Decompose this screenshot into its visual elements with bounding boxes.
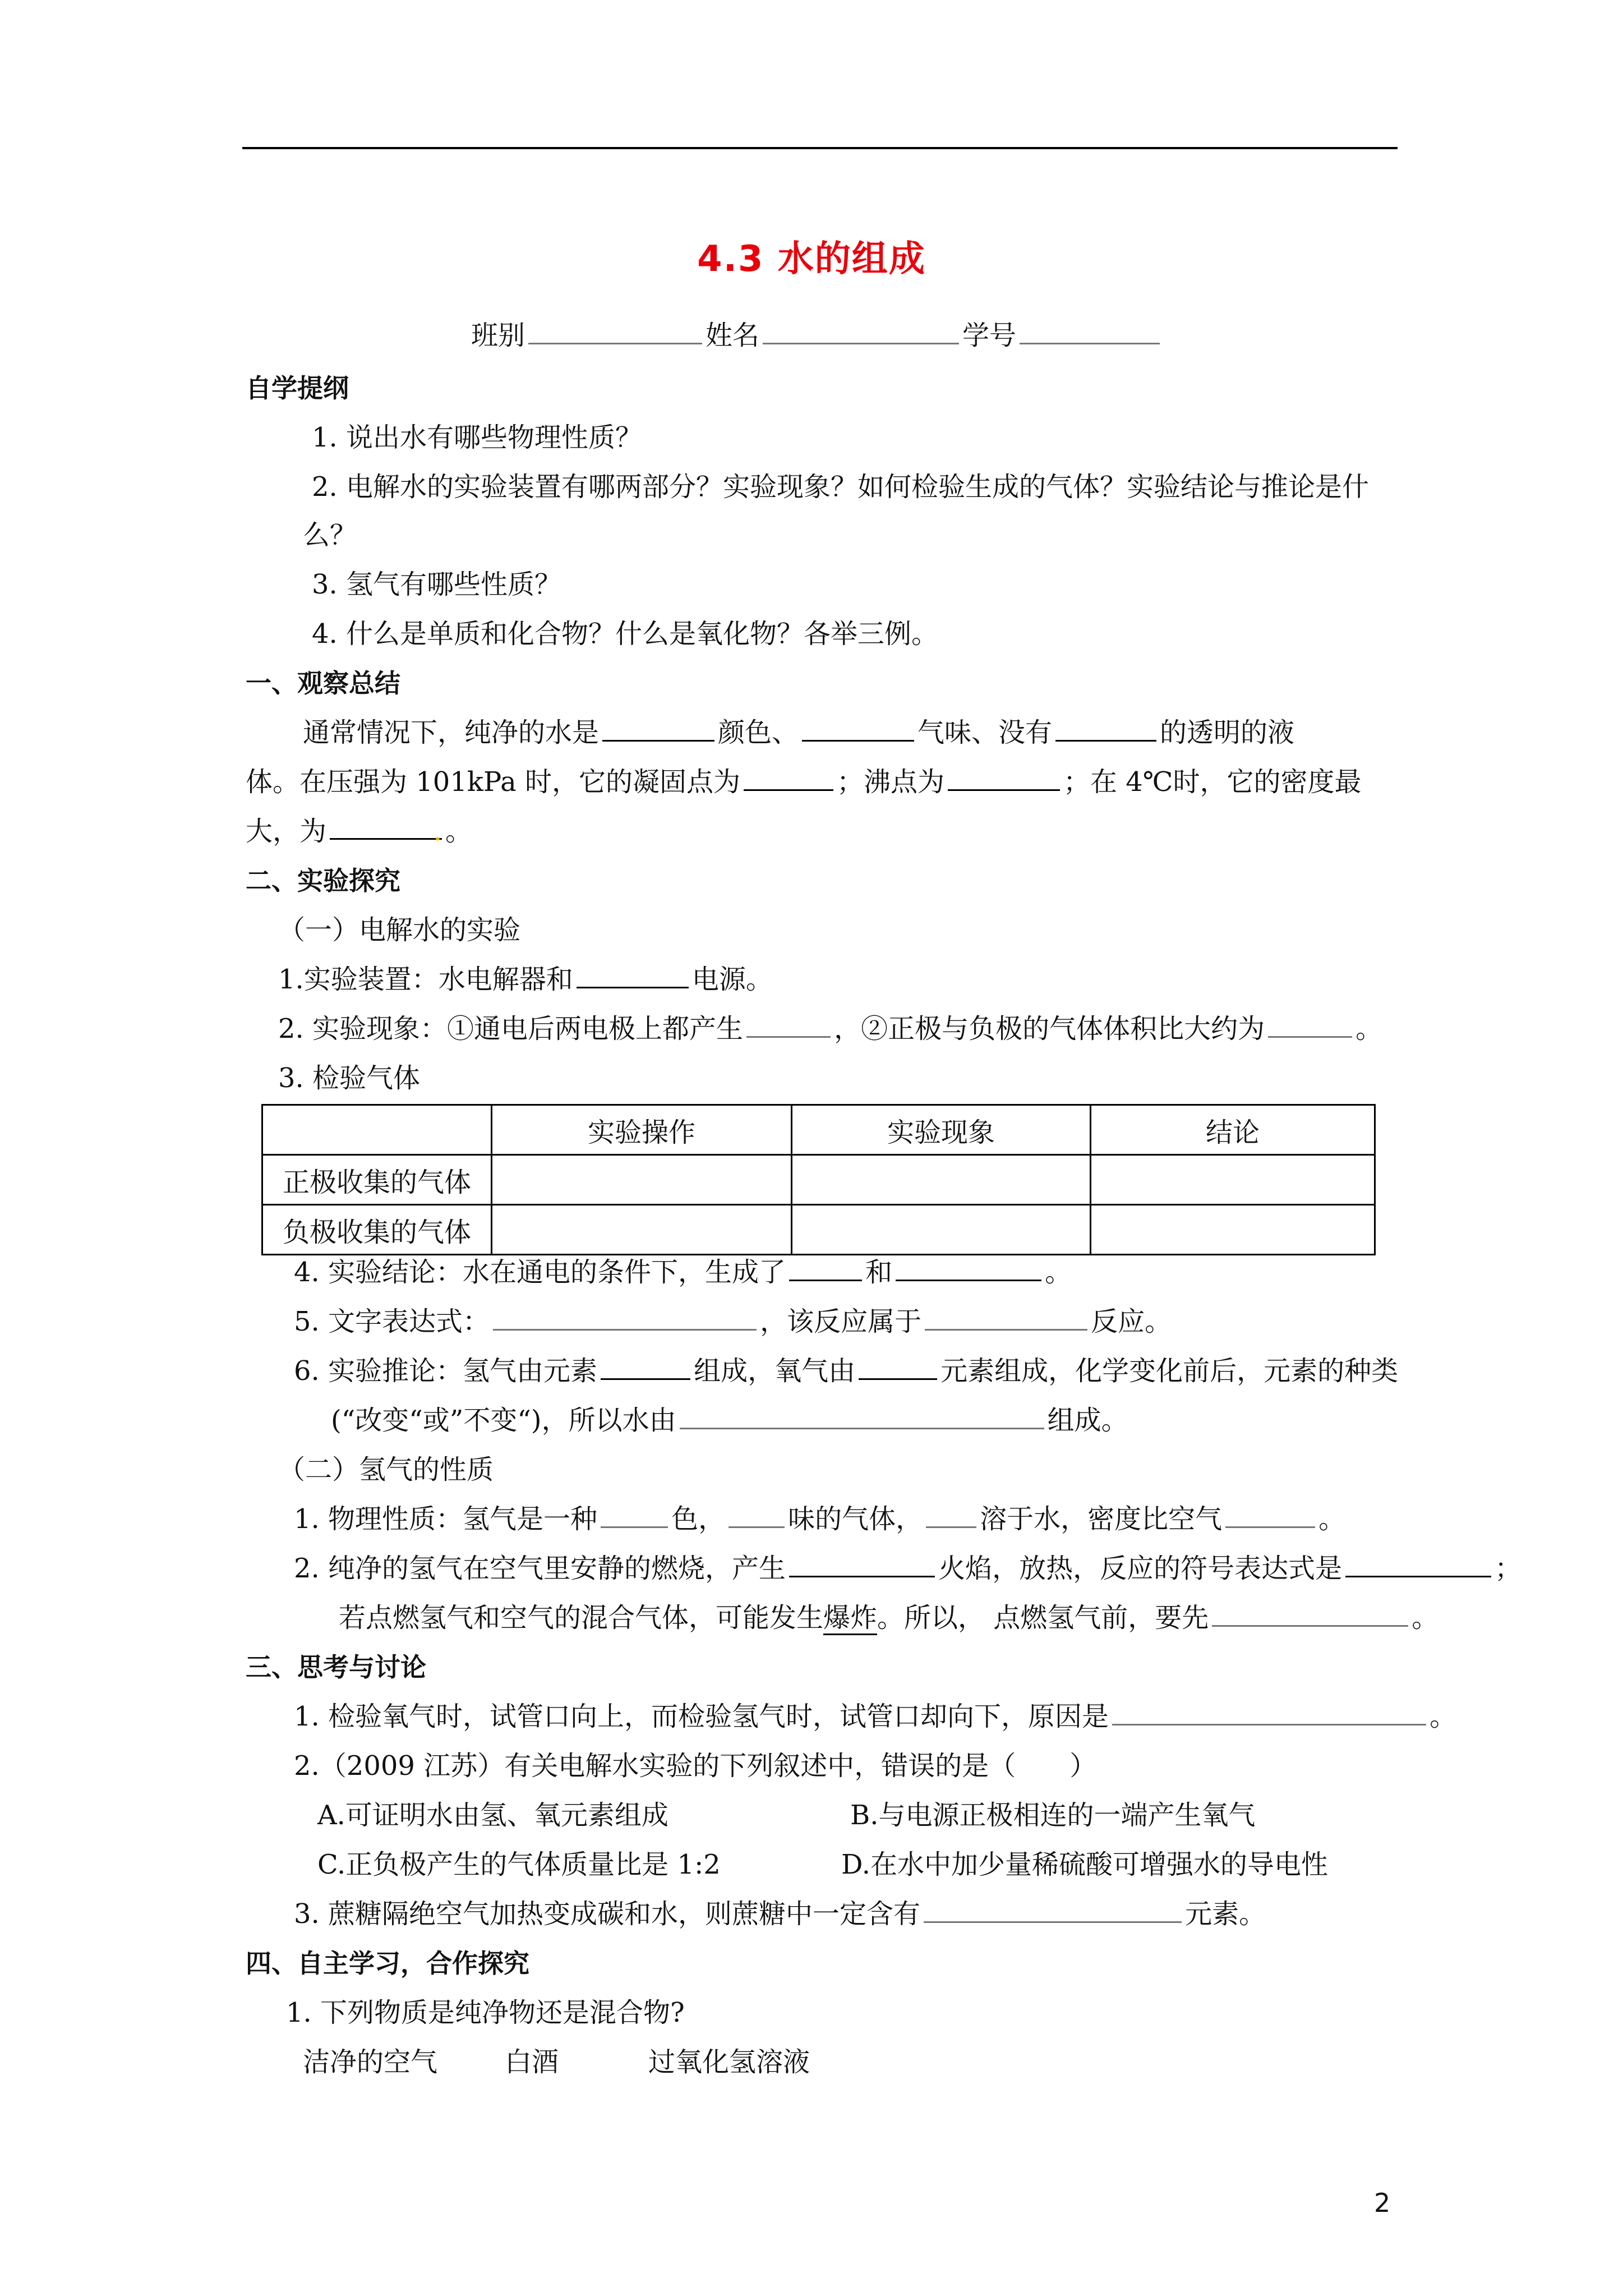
option-d[interactable]: D.在水中加少量稀硫酸可增强水的导电性 [841,1849,1329,1880]
gas-test-table [261,1104,1376,1255]
reaction-type-blank[interactable] [925,1304,1087,1331]
table-cell[interactable] [492,1205,792,1255]
name-blank[interactable] [763,318,959,344]
boiling-point-blank[interactable] [948,765,1060,791]
sec1-line-1: 通常情况下，纯净的水是 颜色、 气味、没有 的透明的液 [303,715,1294,751]
volume-ratio-blank[interactable] [1268,1011,1352,1038]
table-header: 结论 [1091,1105,1375,1155]
h2-solubility-blank[interactable] [926,1502,976,1528]
taste-blank[interactable] [1055,715,1156,742]
product-2-blank[interactable] [896,1255,1041,1281]
sec3-line-1: 1. 检验氧气时，试管口向上，而检验氢气时，试管口却向下，原因是 。 [294,1699,1456,1734]
sec1-line-2: 体。在压强为 101kPa 时，它的凝固点为 ；沸点为 ；在 4℃时，它的密度最 [246,764,1362,800]
word-equation-blank[interactable] [493,1304,757,1331]
self-study-item: 1. 说出水有哪些物理性质？ [312,422,643,453]
sec2-line-4: 4. 实验结论：水在通电的条件下，生成了 和 。 [294,1254,1072,1290]
option-b[interactable]: B.与电源正极相连的一端产生氧气 [850,1800,1256,1831]
bubbles-blank[interactable] [746,1011,831,1038]
sec4-item: 白酒 [505,2046,559,2078]
page-title: 4.3 水的组成 [697,238,926,280]
section-4-heading: 四、自主学习，合作探究 [246,1948,529,1978]
precaution-blank[interactable] [1212,1600,1408,1627]
table-row [262,1155,1375,1205]
sec2-line-5: 5. 文字表达式： ，该反应属于 反应。 [294,1304,1172,1340]
sec4-question-1: 1. 下列物质是纯净物还是混合物? [286,1997,685,2028]
sec2-line-7: (“改变“或”不变“)，所以水由 组成。 [331,1402,1128,1438]
self-study-item: 4. 什么是单质和化合物？什么是氧化物？各举三例。 [312,618,939,650]
product-1-blank[interactable] [789,1255,862,1281]
h2-colour-blank[interactable] [601,1502,668,1528]
sec2-line-1: 1.实验装置：水电解器和 电源。 [278,961,773,997]
sec2-line-2: 2. 实验现象：①通电后两电极上都产生 ，②正极与负极的气体体积比大约为 。 [278,1011,1382,1047]
info-line [471,318,1163,353]
self-study-item: 3. 氢气有哪些性质？ [312,569,562,600]
table-header: 实验操作 [492,1105,792,1155]
self-study-item: 么？ [303,519,357,551]
number-label: 学号 [962,320,1017,351]
sec1-line-3: 大，为 . 。 [246,813,472,849]
self-study-heading: 自学提纲 [246,373,349,403]
elements-blank[interactable] [924,1897,1182,1923]
table-row [262,1205,1375,1255]
table-cell[interactable] [1091,1205,1375,1255]
sec4-item: 洁净的空气 [303,2046,438,2078]
sec2-hydrogen-line-2: 2. 纯净的氢气在空气里安静的燃烧，产生 火焰，放热，反应的符号表达式是 ； [294,1550,1521,1586]
sec4-item: 过氧化氢溶液 [648,2046,810,2078]
table-header: 实验现象 [792,1105,1091,1155]
sec2-hydrogen-line-3: 若点燃氢气和空气的混合气体，可能发生爆炸。所以， 点燃氢气前，要先 。 [339,1600,1438,1636]
symbol-equation-blank[interactable] [1345,1551,1491,1577]
option-a[interactable]: A.可证明水由氢、氧元素组成 [317,1800,668,1831]
freezing-point-blank[interactable] [744,765,833,791]
class-blank[interactable] [528,318,702,344]
sec3-question-2: 2.（2009 江苏）有关电解水实验的下列叙述中，错误的是（ ） [294,1750,1097,1782]
section-2-heading: 二、实验探究 [246,866,400,896]
sec3-line-3: 3. 蔗糖隔绝空气加热变成碳和水，则蔗糖中一定含有 元素。 [294,1896,1266,1932]
section-1-heading: 一、观察总结 [246,668,400,698]
density-blank[interactable]: . [330,813,442,840]
sub-heading-electrolysis: （一）电解水的实验 [278,914,521,946]
h2-density-blank[interactable] [1225,1502,1315,1528]
table-cell[interactable] [792,1205,1091,1255]
self-study-item: 2. 电解水的实验装置有哪两部分？实验现象？如何检验生成的气体？实验结论与推论是什 [312,471,1370,503]
number-blank[interactable] [1020,318,1160,344]
odour-blank[interactable] [802,715,914,742]
oxygen-element-blank[interactable] [859,1354,937,1380]
sec2-line-6: 6. 实验推论：氢气由元素 组成，氧气由 元素组成，化学变化前后，元素的种类 [294,1353,1398,1389]
name-label: 姓名 [706,320,760,351]
reason-blank[interactable] [1112,1699,1426,1726]
hydrogen-element-blank[interactable] [601,1354,690,1380]
row-label: 负极收集的气体 [262,1205,492,1255]
water-composition-blank[interactable] [680,1403,1044,1429]
flame-colour-blank[interactable] [789,1551,935,1577]
header-rule [242,147,1398,149]
sub-heading-hydrogen: （二）氢气的性质 [278,1454,494,1485]
table-header-row [262,1105,1375,1155]
h2-odour-blank[interactable] [728,1502,785,1528]
row-label: 正极收集的气体 [262,1155,492,1205]
sec2-hydrogen-line-1: 1. 物理性质：氢气是一种 色， 味的气体， 溶于水，密度比空气 。 [294,1501,1345,1537]
sec2-line-3: 3. 检验气体 [278,1062,421,1094]
table-cell[interactable] [1091,1155,1375,1205]
option-c[interactable]: C.正负极产生的气体质量比是 1:2 [317,1849,721,1880]
class-label: 班别 [471,320,525,351]
section-3-heading: 三、思考与讨论 [246,1652,426,1682]
power-source-blank[interactable] [577,962,689,988]
table-header [262,1105,492,1155]
colour-blank[interactable] [602,715,714,742]
table-cell[interactable] [792,1155,1091,1205]
page-number: 2 [1374,2188,1391,2218]
table-cell[interactable] [492,1155,792,1205]
